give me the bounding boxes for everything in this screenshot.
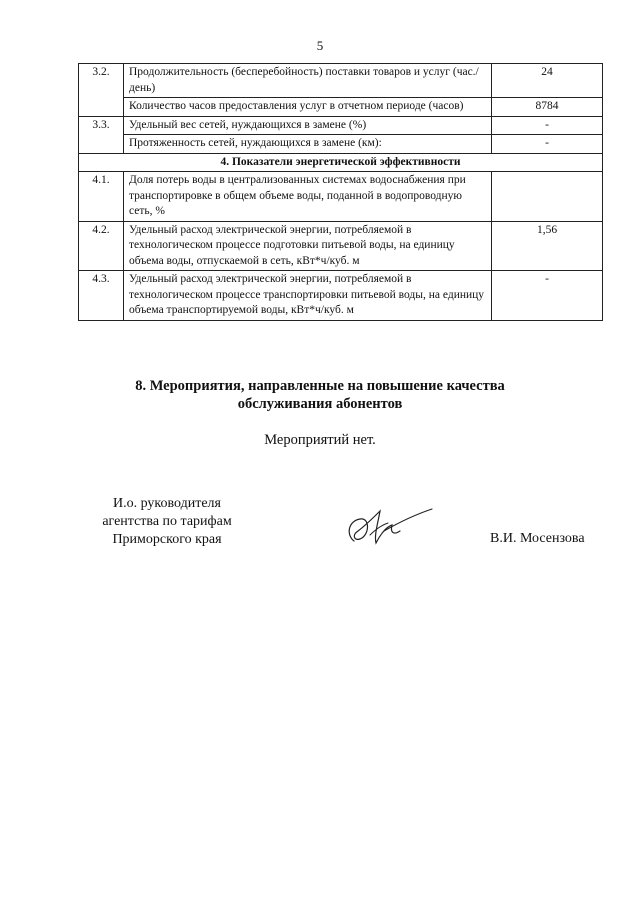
section-8-title [0,377,640,413]
row-number: 4.1. [79,172,124,222]
row-text: Удельный расход электрической энергии, потребляемой в технологическом процессе транспортировки питьевой воды, на единицу объема транспортируемой воды, кВт*ч/куб. м [124,271,492,321]
table-row [79,98,603,117]
table-row [79,135,603,154]
row-number: 3.3. [79,116,124,153]
signer-position-line: агентства по тарифам [102,514,232,530]
row-text: Протяженность сетей, нуждающихся в замене (км): [124,135,492,154]
row-number: 3.2. [79,64,124,117]
signer-position [92,495,242,550]
table-row [79,221,603,271]
signer-position-line: Приморского края [112,532,222,548]
section-row [79,153,603,172]
table-row [79,271,603,321]
section-8-note: Мероприятий нет. [264,432,376,448]
row-value: 8784 [492,98,603,117]
row-text: Доля потерь воды в централизованных системах водоснабжения при транспортировке в общем объеме воды, поданной в водопроводную сеть, % [124,172,492,222]
table-row [79,64,603,98]
section-heading: 4. Показатели энергетической эффективности [79,153,603,172]
section-8-title-line: обслуживания абонентов [237,396,403,413]
signer-name: В.И. Мосензова [490,531,585,546]
row-value: - [492,135,603,154]
row-value: - [492,116,603,135]
signer-position-line: И.о. руководителя [112,496,221,511]
table-row [79,116,603,135]
handwritten-signature [340,505,435,550]
row-text: Удельный вес сетей, нуждающихся в замене (%) [124,116,492,135]
row-number: 4.3. [79,271,124,321]
page-number: 5 [316,38,324,53]
row-number: 4.2. [79,221,124,271]
row-text: Удельный расход электрической энергии, потребляемой в технологическом процессе подготовки питьевой воды, на единицу объема воды, отпускаемой в сеть, кВт*ч/куб. м [124,221,492,271]
row-text: Продолжительность (бесперебойность) поставки товаров и услуг (час./день) [124,64,492,98]
indicators-table [78,63,603,321]
table-row [79,172,603,222]
row-value [492,172,603,222]
row-value: 1,56 [492,221,603,271]
row-text: Количество часов предоставления услуг в отчетном периоде (часов) [124,98,492,117]
section-8-title-line: 8. Мероприятия, направленные на повышение качества [135,378,505,394]
row-value: - [492,271,603,321]
row-value: 24 [492,64,603,98]
